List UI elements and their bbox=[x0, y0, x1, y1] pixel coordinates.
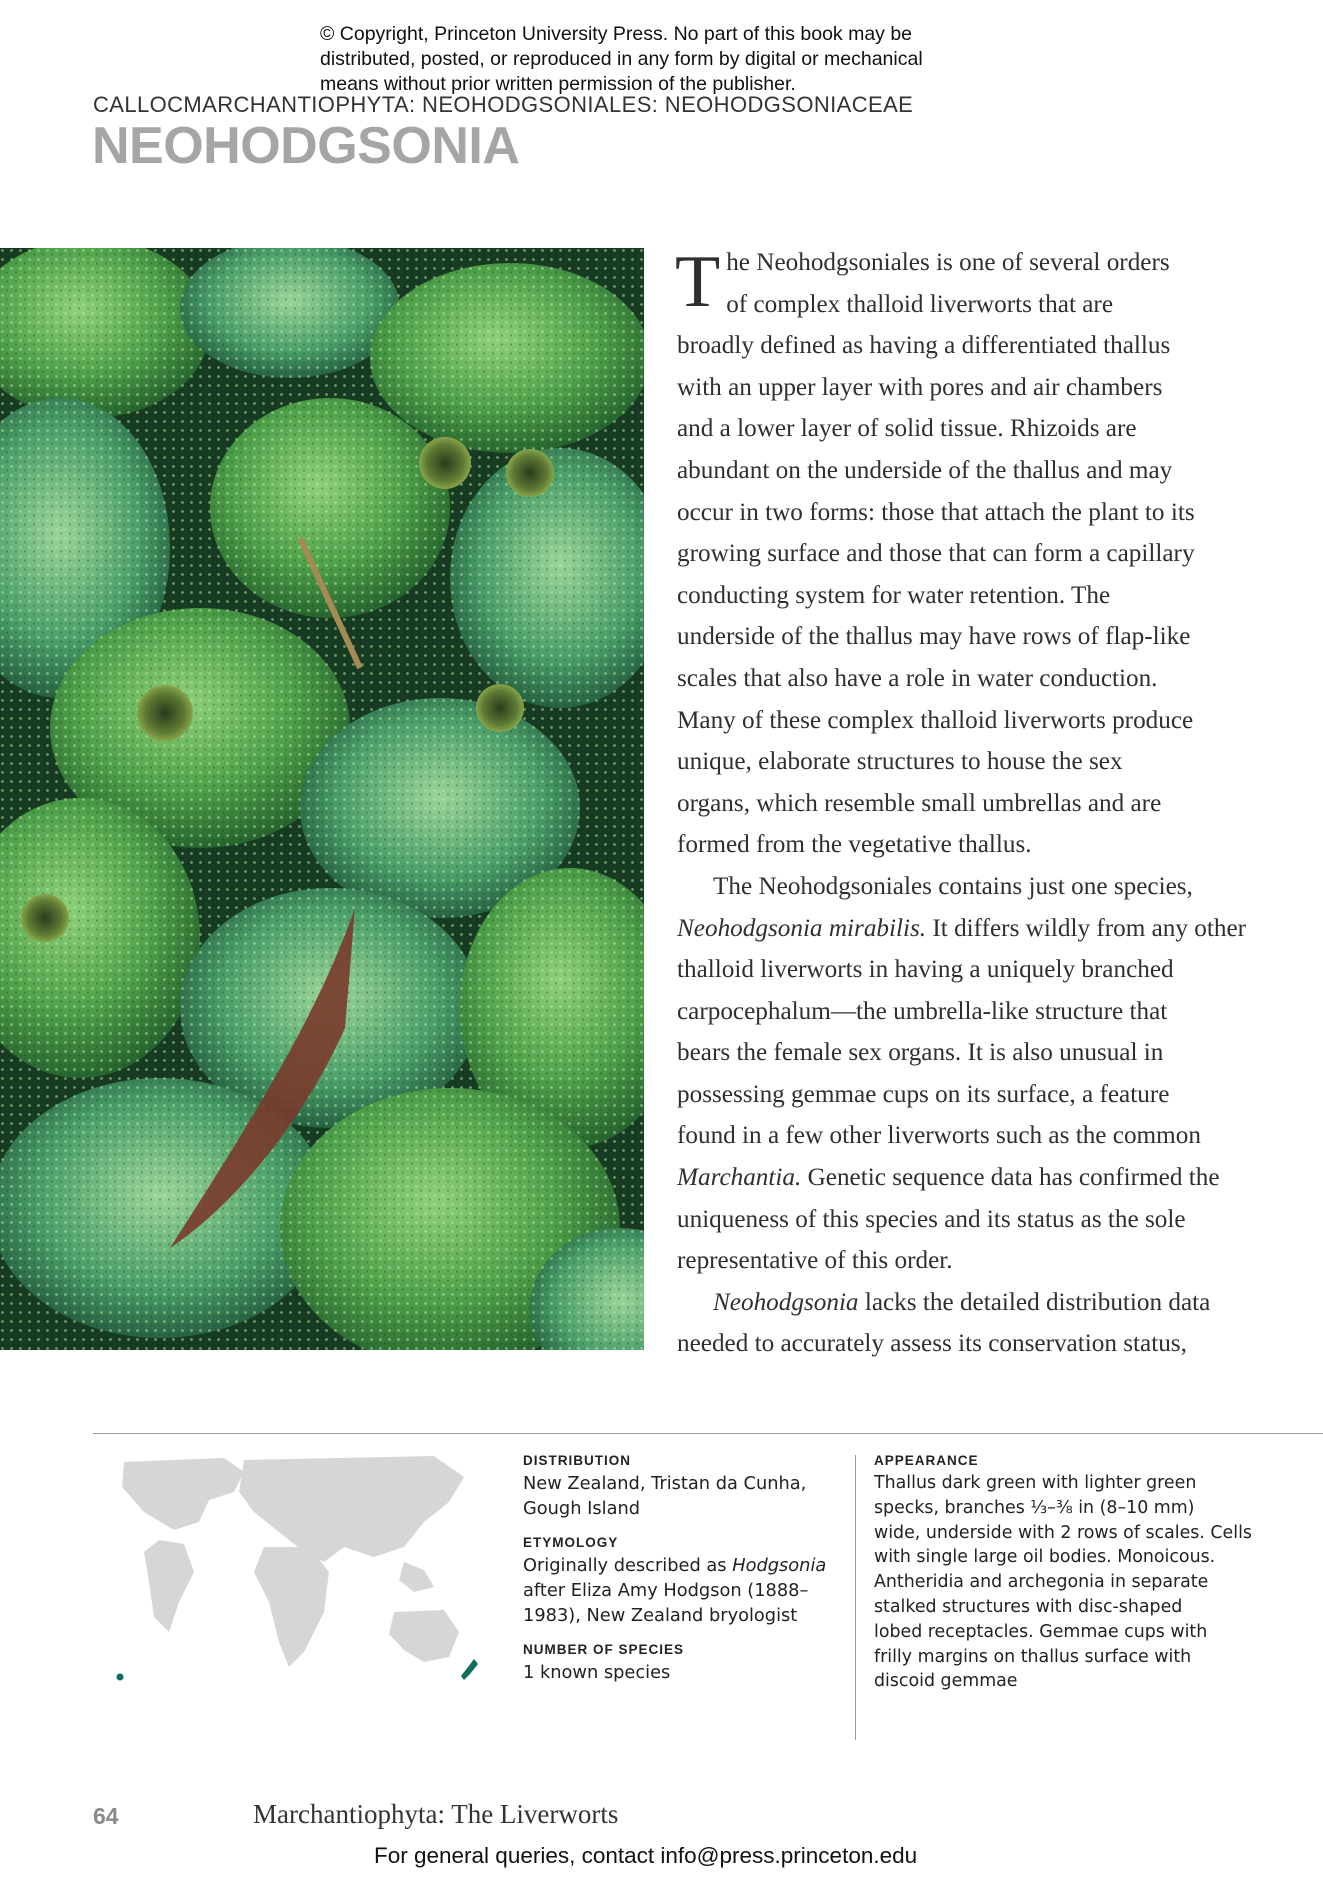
taxonomy-path: CALLOCMARCHANTIOPHYTA: NEOHODGSONIALES: NEOHODGSONIACEAE bbox=[93, 92, 914, 117]
distribution-value: New Zealand, Tristan da Cunha, Gough Island bbox=[523, 1473, 807, 1519]
drop-cap: T bbox=[675, 241, 721, 323]
paragraph-1: T he Neohodgsoniales is one of several orders of complex thalloid liverworts that are broadly defined as having a differentiated thallus with an upper layer with pores and air chambers and a lower layer of solid tissue. Rhizoids are abundant on the underside of the thallus and may occur in two forms: those that attach the plant to its growing surface and those that can form a capillary conducting system for water retention. The underside of the thallus may have rows of flap-like scales that also have a role in water conduction. Many of these complex thalloid liverworts produce unique, elaborate structures to house the sex organs, which resemble small umbrellas and are formed from the vegetative thallus. bbox=[675, 241, 1195, 859]
species-name: Neohodgsonia mirabilis. bbox=[677, 914, 927, 942]
genus-name: Marchantia. bbox=[677, 1164, 802, 1192]
contact-note: For general queries, contact info@press.princeton.edu bbox=[374, 1843, 918, 1868]
distribution-heading: DISTRIBUTION bbox=[523, 1453, 631, 1468]
copyright-line: means without prior written permission of the publisher. bbox=[320, 73, 796, 95]
liverwort-photo bbox=[0, 248, 644, 1350]
info-column-left bbox=[523, 1453, 833, 1699]
species-count-heading: NUMBER OF SPECIES bbox=[523, 1642, 685, 1657]
world-landmass bbox=[122, 1456, 464, 1667]
page-title: NEOHODGSONIA bbox=[92, 117, 520, 175]
horizontal-divider bbox=[93, 1433, 1323, 1434]
info-column-right bbox=[874, 1453, 1254, 1708]
appearance-value: Thallus dark green with lighter green specks, branches ⅓–⅜ in (8–10 mm) wide, underside with 2 rows of scales. Cells with single large oil bodies. Monoicous. Antheridia and archegonia in separate stalked structures with disc-shaped lobed receptacles. Gemmae cups with frilly margins on thallus surface with discoid gemmae bbox=[874, 1473, 1252, 1692]
genus-name: Neohodgsonia bbox=[713, 1288, 859, 1316]
new-zealand-range bbox=[461, 1659, 478, 1680]
paragraph-2: The Neohodgsoniales contains just one species, Neohodgsonia mirabilis. It differs wildly from any other thalloid liverworts in having a uniquely branched carpocephalum—the umbrella-like structure that bears the female sex organs. It is also unusual in possessing gemmae cups on its surface, a feature found in a few other liverworts such as the common Marchantia. Genetic sequence data has confirmed the uniqueness of this species and its status as the sole representative of this order. bbox=[677, 872, 1247, 1275]
appearance-heading: APPEARANCE bbox=[874, 1453, 979, 1468]
running-title: Marchantiophyta: The Liverworts bbox=[253, 1799, 619, 1829]
copyright-notice bbox=[320, 22, 1040, 97]
etymology-heading: ETYMOLOGY bbox=[523, 1535, 619, 1550]
vertical-divider bbox=[855, 1455, 856, 1740]
species-count-value: 1 known species bbox=[523, 1662, 671, 1683]
paragraph-3: Neohodgsonia lacks the detailed distribution data needed to accurately assess its conservation status, bbox=[677, 1288, 1211, 1358]
page-number: 64 bbox=[93, 1803, 119, 1829]
distribution-map bbox=[104, 1452, 484, 1702]
etymology-value: Originally described as Hodgsonia after Eliza Amy Hodgson (1888– 1983), New Zealand bryologist bbox=[523, 1555, 827, 1626]
copyright-line: © Copyright, Princeton University Press. No part of this book may be bbox=[320, 23, 913, 45]
main-text bbox=[675, 241, 1247, 1365]
tristan-gough-marker bbox=[117, 1674, 124, 1681]
copyright-line: distributed, posted, or reproduced in any form by digital or mechanical bbox=[320, 48, 923, 70]
